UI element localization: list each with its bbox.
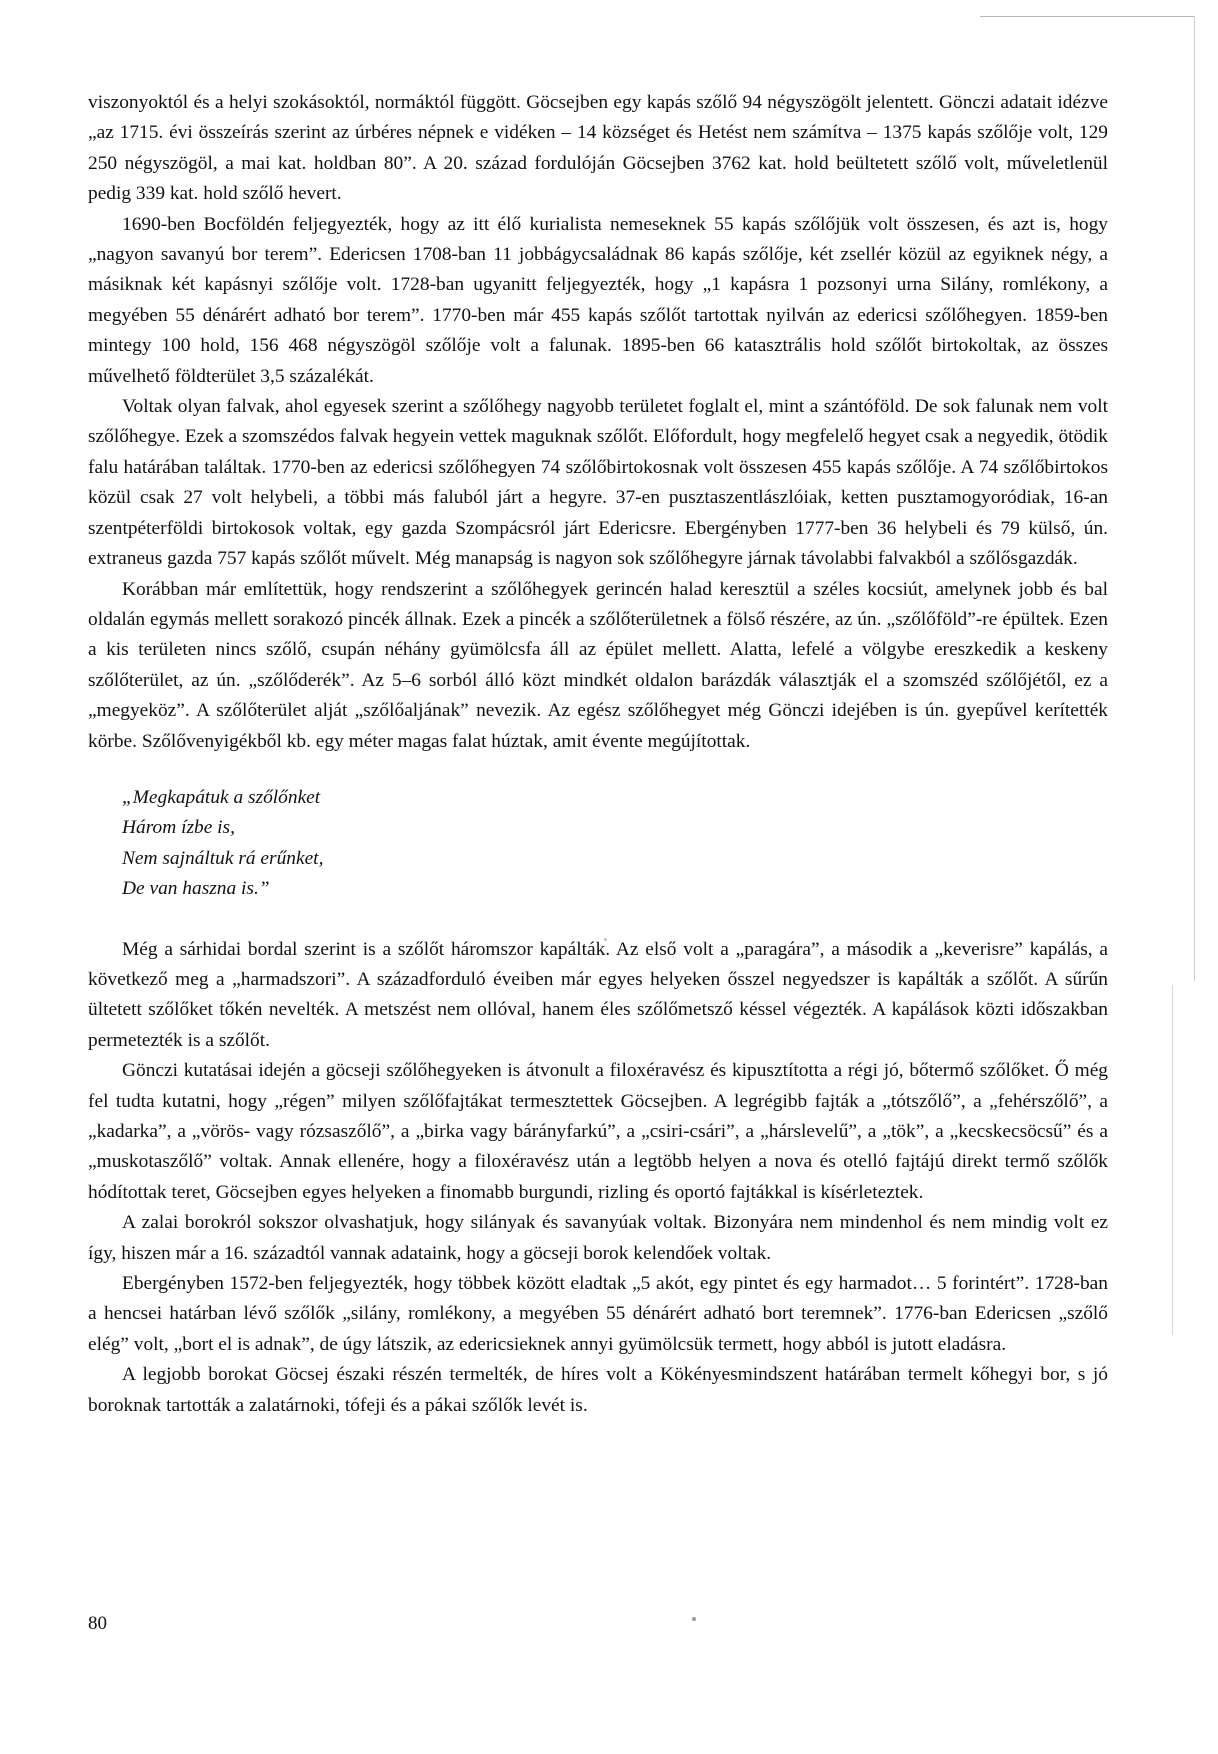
- verse-line: De van haszna is.”: [122, 878, 270, 900]
- paragraph: Ebergényben 1572-ben feljegyezték, hogy többek között eladtak „5 akót, egy pintet és egy harmadot… 5 forintért”. 1728-ban a hencsei határban lévő szőlők „silány, romlékony, a megyében 55 dénárért adható bort teremnek”. 1776-ban Edericsen „szőlő elég” volt, „bort el is adnak”, de úgy látszik, az edericsieknek annyi gyümölcsük termett, hogy abból is jutott eladásra.: [88, 1273, 1108, 1355]
- scan-artifact-line-right-lower: [1172, 985, 1173, 1335]
- verse-line: „Megkapátuk a szőlőnket: [122, 786, 321, 808]
- paragraph: Voltak olyan falvak, ahol egyesek szerint a szőlőhegy nagyobb területet foglalt el, mint a szántóföld. De sok falunak nem volt szőlőhegye. Ezek a szomszédos falvak hegyein vettek maguknak szőlőt. Előfordult, hogy megfelelő hegyet csak a negyedik, ötödik falu határában találtak. 1770-ben az edericsi szőlőhegyen 74 szőlőbirtokosnak volt összesen 455 kapás szőlője. A 74 szőlőbirtokos közül csak 27 volt helybeli, a többi más faluból járt a hegyre. 37-en pusztaszentlászlóiak, ketten pusztamogyoródiak, 16-an szentpéterföldi birtokosok voltak, egy gazda Szompácsról járt Edericsre. Ebergényben 1777-ben 36 helybeli és 79 külső, ún. extraneus gazda 757 kapás szőlőt művelt. Még manapság is nagyon sok szőlőhegyre járnak távolabbi falvakból a szőlősgazdák.: [88, 396, 1108, 570]
- verse-line: Nem sajnáltuk rá erűnket,: [122, 847, 324, 869]
- paragraph: Korábban már említettük, hogy rendszerint a szőlőhegyek gerincén halad keresztül a széles kocsiút, amelynek jobb és bal oldalán egymás mellett sorakozó pincék állnak. Ezek a pincék a szőlőterületnek a fölső részére, az ún. „szőlőföld”-re épültek. Ezen a kis területen nincs szőlő, csupán néhány gyümölcsfa áll az épület mellett. Alatta, lefelé a völgybe ereszkedik a keskeny szőlőterület, az ún. „szőlőderék”. Az 5–6 sorból álló közt mindkét oldalon barázdák választják el a szomszéd szőlőjétől, ez a „megyeköz”. A szőlőterület alját „szőlőaljának” nevezik. Az egész szőlőhegyet még Gönczi idejében is ún. gyepűvel kerítették körbe. Szőlővenyigékből kb. egy méter magas falat húztak, amit évente megújítottak.: [88, 578, 1108, 752]
- paragraph: Gönczi kutatásai idején a göcseji szőlőhegyeken is átvonult a filoxéravész és kipusztította a régi jó, bőtermő szőlőket. Ő még fel tudta kutatni, hogy „régen” milyen szőlőfajtákat termesztettek Göcsejben. A legrégibb fajták a „tótszőlő”, a „fehérszőlő”, a „kadarka”, a „vörös- vagy rózsaszőlő”, a „birka vagy bárányfarkú”, a „csiri-csári”, a „hárslevelű”, a „tök”, a „kecskecsöcsű” és a „muskotaszőlő” voltak. Annak ellenére, hogy a filoxéravész után a legtöbb helyen a nova és otelló fajtájú direkt termő szőlők hódítottak teret, Göcsejben egyes helyeken a finomabb burgundi, rizling és oportó fajtákkal is kísérleteztek.: [88, 1060, 1108, 1203]
- spacer: [88, 905, 1108, 935]
- paragraph: viszonyoktól és a helyi szokásoktól, normáktól függött. Göcsejben egy kapás szőlő 94 négyszögölt jelentett. Gönczi adatait idézve „az 1715. évi összeírás szerint az úrbéres népnek e vidéken – 14 községet és Hetést nem számítva – 1375 kapás szőlője volt, 129 250 négyszögöl, a mai kat. holdban 80”. A 20. század fordulóján Göcsejben 3762 kat. hold beültetett szőlő volt, műveletlenül pedig 339 kat. hold szőlő hevert.: [88, 92, 1108, 205]
- scan-artifact-line-top: [980, 16, 1195, 17]
- page-number: 80: [88, 1613, 107, 1634]
- scan-speck: [692, 1617, 696, 1621]
- paragraph: A zalai borokról sokszor olvashatjuk, hogy silányak és savanyúak voltak. Bizonyára nem mindenhol és nem mindig volt ez így, hiszen már a 16. századtól vannak adataink, hogy a göcseji borok kelendőek voltak.: [88, 1212, 1108, 1264]
- verse-line: Három ízbe is,: [122, 817, 235, 839]
- paragraph: Még a sárhidai bordal szerint is a szőlőt háromszor kapálták. Az első volt a „paragára”, a második a „keverisre” kapálás, a következő meg a „harmadszori”. A századforduló éveiben már egyes helyeken ősszel negyedszer is kapálták a szőlőt. A sűrűn ültetett szőlőket tőkén nevelték. A metszést nem ollóval, hanem éles szőlőmetsző késsel végezték. A kapálások közti időszakban permetezték is a szőlőt.: [88, 938, 1108, 1051]
- scan-artifact-line-right: [1194, 16, 1195, 981]
- paragraph: A legjobb borokat Göcsej északi részén termelték, de híres volt a Kökényesmindszent határában termelt kőhegyi bor, s jó boroknak tartották a zalatárnoki, tófeji és a pákai szőlők levét is.: [88, 1364, 1108, 1416]
- paragraph: 1690-ben Bocföldén feljegyezték, hogy az itt élő kurialista nemeseknek 55 kapás szőlőjük volt összesen, és azt is, hogy „nagyon savanyú bor terem”. Edericsen 1708-ban 11 jobbágycsaládnak 86 kapás szőlője, két zsellér közül az egyiknek négy, a másiknak két kapásnyi szőlője volt. 1728-ban ugyanitt feljegyezték, hogy „1 kapásra 1 pozsonyi urna Silány, romlékony, a megyében 55 dénárért adható bor terem”. 1770-ben már 455 kapás szőlőt tartottak nyilván az edericsi szőlőhegyen. 1859-ben mintegy 100 hold, 156 468 négyszögöl szőlője volt a falunak. 1895-ben 66 katasztrális hold szőlőt birtokoltak, az összes művelhető földterület 3,5 százalékát.: [88, 213, 1108, 387]
- verse-quotation: [88, 783, 1108, 905]
- body-text-column: [88, 88, 1108, 1421]
